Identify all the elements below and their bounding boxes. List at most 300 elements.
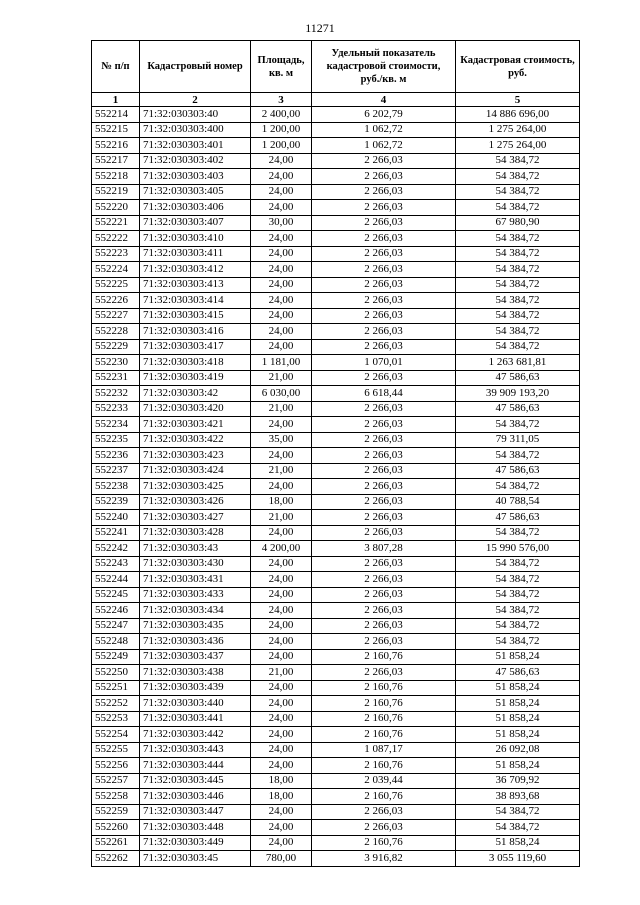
- cadastral-value-cell: 54 384,72: [456, 262, 580, 278]
- cadastral-number-cell: 71:32:030303:421: [140, 417, 251, 433]
- row-number-cell: 552255: [92, 742, 140, 758]
- table-row: [92, 339, 580, 355]
- area-cell: 24,00: [251, 758, 312, 774]
- area-cell: 1 200,00: [251, 138, 312, 154]
- row-number-cell: 552214: [92, 107, 140, 123]
- area-cell: 18,00: [251, 773, 312, 789]
- area-cell: 24,00: [251, 293, 312, 309]
- area-cell: 24,00: [251, 727, 312, 743]
- area-cell: 24,00: [251, 804, 312, 820]
- table-row: [92, 742, 580, 758]
- table-row: [92, 572, 580, 588]
- row-number-cell: 552224: [92, 262, 140, 278]
- cadastral-number-cell: 71:32:030303:420: [140, 401, 251, 417]
- unit-value-cell: 2 160,76: [312, 789, 456, 805]
- column-number-row: [92, 93, 580, 107]
- unit-value-cell: 2 266,03: [312, 572, 456, 588]
- area-cell: 2 400,00: [251, 107, 312, 123]
- row-number-cell: 552235: [92, 432, 140, 448]
- area-cell: 21,00: [251, 510, 312, 526]
- cadastral-value-cell: 51 858,24: [456, 711, 580, 727]
- table-row: [92, 727, 580, 743]
- table-row: [92, 231, 580, 247]
- unit-value-cell: 2 266,03: [312, 665, 456, 681]
- row-number-cell: 552247: [92, 618, 140, 634]
- table-row: [92, 773, 580, 789]
- cadastral-number-cell: 71:32:030303:400: [140, 122, 251, 138]
- row-number-cell: 552243: [92, 556, 140, 572]
- row-number-cell: 552233: [92, 401, 140, 417]
- cadastral-value-cell: 47 586,63: [456, 463, 580, 479]
- unit-value-cell: 2 160,76: [312, 758, 456, 774]
- row-number-cell: 552239: [92, 494, 140, 510]
- area-cell: 6 030,00: [251, 386, 312, 402]
- area-cell: 35,00: [251, 432, 312, 448]
- cadastral-value-cell: 54 384,72: [456, 587, 580, 603]
- cadastral-value-cell: 54 384,72: [456, 324, 580, 340]
- cadastral-value-cell: 14 886 696,00: [456, 107, 580, 123]
- area-cell: 24,00: [251, 339, 312, 355]
- area-cell: 24,00: [251, 308, 312, 324]
- cadastral-number-cell: 71:32:030303:425: [140, 479, 251, 495]
- cadastral-value-cell: 54 384,72: [456, 525, 580, 541]
- area-cell: 24,00: [251, 820, 312, 836]
- cadastral-number-cell: 71:32:030303:431: [140, 572, 251, 588]
- header-cadastral-value: Кадастровая стоимость, руб.: [456, 41, 580, 93]
- cadastral-number-cell: 71:32:030303:442: [140, 727, 251, 743]
- area-cell: 780,00: [251, 851, 312, 867]
- cadastral-number-cell: 71:32:030303:448: [140, 820, 251, 836]
- table-row: [92, 277, 580, 293]
- unit-value-cell: 2 266,03: [312, 277, 456, 293]
- unit-value-cell: 2 266,03: [312, 820, 456, 836]
- cadastral-value-cell: 36 709,92: [456, 773, 580, 789]
- cadastral-number-cell: 71:32:030303:424: [140, 463, 251, 479]
- table-row: [92, 649, 580, 665]
- cadastral-number-cell: 71:32:030303:443: [140, 742, 251, 758]
- table-row: [92, 370, 580, 386]
- unit-value-cell: 2 266,03: [312, 804, 456, 820]
- unit-value-cell: 2 160,76: [312, 696, 456, 712]
- area-cell: 24,00: [251, 742, 312, 758]
- header-row-number: № п/п: [92, 41, 140, 93]
- cadastral-number-cell: 71:32:030303:411: [140, 246, 251, 262]
- table-row: [92, 432, 580, 448]
- area-cell: 24,00: [251, 696, 312, 712]
- unit-value-cell: 2 266,03: [312, 494, 456, 510]
- cadastral-number-cell: 71:32:030303:410: [140, 231, 251, 247]
- cadastral-value-cell: 54 384,72: [456, 153, 580, 169]
- cadastral-number-cell: 71:32:030303:440: [140, 696, 251, 712]
- column-number: 5: [456, 93, 580, 107]
- cadastral-value-cell: 47 586,63: [456, 665, 580, 681]
- unit-value-cell: 2 160,76: [312, 727, 456, 743]
- unit-value-cell: 3 807,28: [312, 541, 456, 557]
- area-cell: 24,00: [251, 711, 312, 727]
- cadastral-number-cell: 71:32:030303:434: [140, 603, 251, 619]
- unit-value-cell: 2 266,03: [312, 479, 456, 495]
- table-body: [92, 107, 580, 867]
- column-number: 3: [251, 93, 312, 107]
- row-number-cell: 552223: [92, 246, 140, 262]
- area-cell: 24,00: [251, 603, 312, 619]
- cadastral-number-cell: 71:32:030303:427: [140, 510, 251, 526]
- unit-value-cell: 2 266,03: [312, 634, 456, 650]
- cadastral-value-cell: 51 858,24: [456, 835, 580, 851]
- cadastral-value-cell: 54 384,72: [456, 200, 580, 216]
- row-number-cell: 552222: [92, 231, 140, 247]
- cadastral-number-cell: 71:32:030303:418: [140, 355, 251, 371]
- unit-value-cell: 2 266,03: [312, 417, 456, 433]
- cadastral-value-cell: 54 384,72: [456, 618, 580, 634]
- area-cell: 24,00: [251, 835, 312, 851]
- cadastral-number-cell: 71:32:030303:426: [140, 494, 251, 510]
- row-number-cell: 552229: [92, 339, 140, 355]
- table-row: [92, 215, 580, 231]
- table-row: [92, 401, 580, 417]
- area-cell: 24,00: [251, 448, 312, 464]
- cadastral-number-cell: 71:32:030303:42: [140, 386, 251, 402]
- area-cell: 24,00: [251, 184, 312, 200]
- table-row: [92, 479, 580, 495]
- unit-value-cell: 2 266,03: [312, 339, 456, 355]
- cadastral-value-cell: 54 384,72: [456, 804, 580, 820]
- area-cell: 30,00: [251, 215, 312, 231]
- cadastral-value-cell: 1 275 264,00: [456, 122, 580, 138]
- cadastral-value-cell: 54 384,72: [456, 634, 580, 650]
- area-cell: 24,00: [251, 649, 312, 665]
- row-number-cell: 552251: [92, 680, 140, 696]
- cadastral-number-cell: 71:32:030303:423: [140, 448, 251, 464]
- cadastral-value-cell: 38 893,68: [456, 789, 580, 805]
- cadastral-number-cell: 71:32:030303:401: [140, 138, 251, 154]
- row-number-cell: 552220: [92, 200, 140, 216]
- cadastral-value-cell: 47 586,63: [456, 370, 580, 386]
- cadastral-value-cell: 47 586,63: [456, 401, 580, 417]
- cadastral-number-cell: 71:32:030303:417: [140, 339, 251, 355]
- cadastral-number-cell: 71:32:030303:422: [140, 432, 251, 448]
- area-cell: 24,00: [251, 479, 312, 495]
- unit-value-cell: 2 266,03: [312, 603, 456, 619]
- cadastral-number-cell: 71:32:030303:416: [140, 324, 251, 340]
- cadastral-number-cell: 71:32:030303:45: [140, 851, 251, 867]
- unit-value-cell: 2 266,03: [312, 293, 456, 309]
- cadastral-value-cell: 47 586,63: [456, 510, 580, 526]
- unit-value-cell: 2 160,76: [312, 711, 456, 727]
- area-cell: 24,00: [251, 680, 312, 696]
- cadastral-number-cell: 71:32:030303:402: [140, 153, 251, 169]
- cadastral-value-cell: 51 858,24: [456, 696, 580, 712]
- row-number-cell: 552246: [92, 603, 140, 619]
- cadastral-number-cell: 71:32:030303:419: [140, 370, 251, 386]
- row-number-cell: 552221: [92, 215, 140, 231]
- unit-value-cell: 2 266,03: [312, 215, 456, 231]
- cadastral-value-cell: 54 384,72: [456, 277, 580, 293]
- cadastral-number-cell: 71:32:030303:406: [140, 200, 251, 216]
- unit-value-cell: 2 266,03: [312, 308, 456, 324]
- unit-value-cell: 2 266,03: [312, 448, 456, 464]
- table-row: [92, 680, 580, 696]
- table-row: [92, 696, 580, 712]
- row-number-cell: 552230: [92, 355, 140, 371]
- header-area: Площадь, кв. м: [251, 41, 312, 93]
- cadastral-number-cell: 71:32:030303:415: [140, 308, 251, 324]
- cadastral-number-cell: 71:32:030303:403: [140, 169, 251, 185]
- unit-value-cell: 2 266,03: [312, 184, 456, 200]
- table-row: [92, 510, 580, 526]
- area-cell: 24,00: [251, 246, 312, 262]
- row-number-cell: 552261: [92, 835, 140, 851]
- table-row: [92, 122, 580, 138]
- table-row: [92, 169, 580, 185]
- cadastral-value-cell: 26 092,08: [456, 742, 580, 758]
- area-cell: 21,00: [251, 463, 312, 479]
- cadastral-value-cell: 54 384,72: [456, 556, 580, 572]
- header-unit-value: Удельный показатель кадастровой стоимости, руб./кв. м: [312, 41, 456, 93]
- area-cell: 21,00: [251, 665, 312, 681]
- row-number-cell: 552254: [92, 727, 140, 743]
- row-number-cell: 552260: [92, 820, 140, 836]
- cadastral-number-cell: 71:32:030303:430: [140, 556, 251, 572]
- table-row: [92, 603, 580, 619]
- area-cell: 18,00: [251, 789, 312, 805]
- row-number-cell: 552253: [92, 711, 140, 727]
- cadastral-number-cell: 71:32:030303:435: [140, 618, 251, 634]
- cadastral-value-cell: 51 858,24: [456, 758, 580, 774]
- cadastral-value-cell: 54 384,72: [456, 246, 580, 262]
- unit-value-cell: 2 266,03: [312, 262, 456, 278]
- area-cell: 21,00: [251, 401, 312, 417]
- column-number: 4: [312, 93, 456, 107]
- table-row: [92, 417, 580, 433]
- table-row: [92, 556, 580, 572]
- area-cell: 24,00: [251, 417, 312, 433]
- row-number-cell: 552249: [92, 649, 140, 665]
- cadastral-number-cell: 71:32:030303:407: [140, 215, 251, 231]
- unit-value-cell: 1 062,72: [312, 122, 456, 138]
- area-cell: 24,00: [251, 324, 312, 340]
- row-number-cell: 552226: [92, 293, 140, 309]
- cadastral-number-cell: 71:32:030303:444: [140, 758, 251, 774]
- cadastral-number-cell: 71:32:030303:436: [140, 634, 251, 650]
- area-cell: 24,00: [251, 277, 312, 293]
- row-number-cell: 552225: [92, 277, 140, 293]
- cadastral-number-cell: 71:32:030303:412: [140, 262, 251, 278]
- table-row: [92, 758, 580, 774]
- area-cell: 21,00: [251, 370, 312, 386]
- unit-value-cell: 2 266,03: [312, 401, 456, 417]
- cadastral-value-cell: 51 858,24: [456, 649, 580, 665]
- unit-value-cell: 2 160,76: [312, 649, 456, 665]
- table-row: [92, 820, 580, 836]
- cadastral-number-cell: 71:32:030303:414: [140, 293, 251, 309]
- row-number-cell: 552234: [92, 417, 140, 433]
- cadastral-value-cell: 54 384,72: [456, 184, 580, 200]
- row-number-cell: 552215: [92, 122, 140, 138]
- unit-value-cell: 2 266,03: [312, 246, 456, 262]
- cadastral-value-cell: 54 384,72: [456, 308, 580, 324]
- cadastral-number-cell: 71:32:030303:439: [140, 680, 251, 696]
- cadastral-value-cell: 51 858,24: [456, 727, 580, 743]
- table-row: [92, 618, 580, 634]
- unit-value-cell: 2 266,03: [312, 556, 456, 572]
- cadastral-value-cell: 54 384,72: [456, 448, 580, 464]
- table-row: [92, 448, 580, 464]
- row-number-cell: 552259: [92, 804, 140, 820]
- area-cell: 24,00: [251, 618, 312, 634]
- unit-value-cell: 2 160,76: [312, 835, 456, 851]
- table-row: [92, 587, 580, 603]
- unit-value-cell: 2 266,03: [312, 463, 456, 479]
- page-number: 11271: [305, 21, 335, 35]
- table-row: [92, 246, 580, 262]
- row-number-cell: 552258: [92, 789, 140, 805]
- table-row: [92, 835, 580, 851]
- row-number-cell: 552216: [92, 138, 140, 154]
- cadastral-table: [91, 40, 580, 867]
- area-cell: 24,00: [251, 572, 312, 588]
- cadastral-number-cell: 71:32:030303:40: [140, 107, 251, 123]
- cadastral-value-cell: 67 980,90: [456, 215, 580, 231]
- table-row: [92, 789, 580, 805]
- table-row: [92, 463, 580, 479]
- cadastral-number-cell: 71:32:030303:449: [140, 835, 251, 851]
- table-row: [92, 355, 580, 371]
- row-number-cell: 552240: [92, 510, 140, 526]
- cadastral-value-cell: 54 384,72: [456, 169, 580, 185]
- area-cell: 24,00: [251, 262, 312, 278]
- unit-value-cell: 1 070,01: [312, 355, 456, 371]
- cadastral-number-cell: 71:32:030303:43: [140, 541, 251, 557]
- unit-value-cell: 1 087,17: [312, 742, 456, 758]
- table-row: [92, 184, 580, 200]
- column-number: 1: [92, 93, 140, 107]
- table-row: [92, 525, 580, 541]
- area-cell: 24,00: [251, 231, 312, 247]
- row-number-cell: 552219: [92, 184, 140, 200]
- area-cell: 24,00: [251, 587, 312, 603]
- unit-value-cell: 2 266,03: [312, 370, 456, 386]
- area-cell: 24,00: [251, 200, 312, 216]
- row-number-cell: 552232: [92, 386, 140, 402]
- area-cell: 24,00: [251, 153, 312, 169]
- cadastral-value-cell: 54 384,72: [456, 231, 580, 247]
- row-number-cell: 552256: [92, 758, 140, 774]
- row-number-cell: 552262: [92, 851, 140, 867]
- row-number-cell: 552252: [92, 696, 140, 712]
- row-number-cell: 552228: [92, 324, 140, 340]
- table-row: [92, 634, 580, 650]
- cadastral-value-cell: 54 384,72: [456, 417, 580, 433]
- row-number-cell: 552257: [92, 773, 140, 789]
- table-row: [92, 107, 580, 123]
- cadastral-number-cell: 71:32:030303:428: [140, 525, 251, 541]
- row-number-cell: 552218: [92, 169, 140, 185]
- row-number-cell: 552248: [92, 634, 140, 650]
- table-header: [92, 41, 580, 107]
- table-row: [92, 851, 580, 867]
- unit-value-cell: 6 202,79: [312, 107, 456, 123]
- table-row: [92, 541, 580, 557]
- row-number-cell: 552238: [92, 479, 140, 495]
- cadastral-value-cell: 40 788,54: [456, 494, 580, 510]
- column-number: 2: [140, 93, 251, 107]
- table-row: [92, 153, 580, 169]
- cadastral-value-cell: 51 858,24: [456, 680, 580, 696]
- cadastral-number-cell: 71:32:030303:438: [140, 665, 251, 681]
- row-number-cell: 552217: [92, 153, 140, 169]
- cadastral-value-cell: 1 275 264,00: [456, 138, 580, 154]
- row-number-cell: 552227: [92, 308, 140, 324]
- cadastral-number-cell: 71:32:030303:441: [140, 711, 251, 727]
- unit-value-cell: 2 266,03: [312, 510, 456, 526]
- unit-value-cell: 3 916,82: [312, 851, 456, 867]
- unit-value-cell: 2 266,03: [312, 525, 456, 541]
- unit-value-cell: 1 062,72: [312, 138, 456, 154]
- table-row: [92, 200, 580, 216]
- cadastral-number-cell: 71:32:030303:413: [140, 277, 251, 293]
- cadastral-number-cell: 71:32:030303:445: [140, 773, 251, 789]
- table-row: [92, 293, 580, 309]
- table-row: [92, 138, 580, 154]
- table-row: [92, 262, 580, 278]
- unit-value-cell: 2 266,03: [312, 169, 456, 185]
- cadastral-value-cell: 15 990 576,00: [456, 541, 580, 557]
- area-cell: 24,00: [251, 634, 312, 650]
- cadastral-value-cell: 3 055 119,60: [456, 851, 580, 867]
- area-cell: 1 181,00: [251, 355, 312, 371]
- row-number-cell: 552231: [92, 370, 140, 386]
- header-cadastral-number: Кадастровый номер: [140, 41, 251, 93]
- cadastral-value-cell: 54 384,72: [456, 293, 580, 309]
- table-row: [92, 324, 580, 340]
- table-row: [92, 386, 580, 402]
- row-number-cell: 552236: [92, 448, 140, 464]
- cadastral-value-cell: 54 384,72: [456, 603, 580, 619]
- table-row: [92, 494, 580, 510]
- area-cell: 24,00: [251, 169, 312, 185]
- unit-value-cell: 2 266,03: [312, 324, 456, 340]
- row-number-cell: 552242: [92, 541, 140, 557]
- cadastral-number-cell: 71:32:030303:405: [140, 184, 251, 200]
- table-row: [92, 804, 580, 820]
- table-row: [92, 665, 580, 681]
- cadastral-value-cell: 79 311,05: [456, 432, 580, 448]
- unit-value-cell: 6 618,44: [312, 386, 456, 402]
- area-cell: 1 200,00: [251, 122, 312, 138]
- cadastral-number-cell: 71:32:030303:446: [140, 789, 251, 805]
- cadastral-value-cell: 54 384,72: [456, 339, 580, 355]
- cadastral-number-cell: 71:32:030303:447: [140, 804, 251, 820]
- row-number-cell: 552245: [92, 587, 140, 603]
- row-number-cell: 552237: [92, 463, 140, 479]
- unit-value-cell: 2 266,03: [312, 432, 456, 448]
- cadastral-value-cell: 54 384,72: [456, 572, 580, 588]
- area-cell: 24,00: [251, 525, 312, 541]
- unit-value-cell: 2 266,03: [312, 153, 456, 169]
- unit-value-cell: 2 039,44: [312, 773, 456, 789]
- cadastral-value-cell: 1 263 681,81: [456, 355, 580, 371]
- unit-value-cell: 2 266,03: [312, 618, 456, 634]
- unit-value-cell: 2 266,03: [312, 587, 456, 603]
- cadastral-value-cell: 54 384,72: [456, 479, 580, 495]
- unit-value-cell: 2 266,03: [312, 200, 456, 216]
- cadastral-value-cell: 54 384,72: [456, 820, 580, 836]
- row-number-cell: 552250: [92, 665, 140, 681]
- cadastral-number-cell: 71:32:030303:433: [140, 587, 251, 603]
- unit-value-cell: 2 160,76: [312, 680, 456, 696]
- area-cell: 24,00: [251, 556, 312, 572]
